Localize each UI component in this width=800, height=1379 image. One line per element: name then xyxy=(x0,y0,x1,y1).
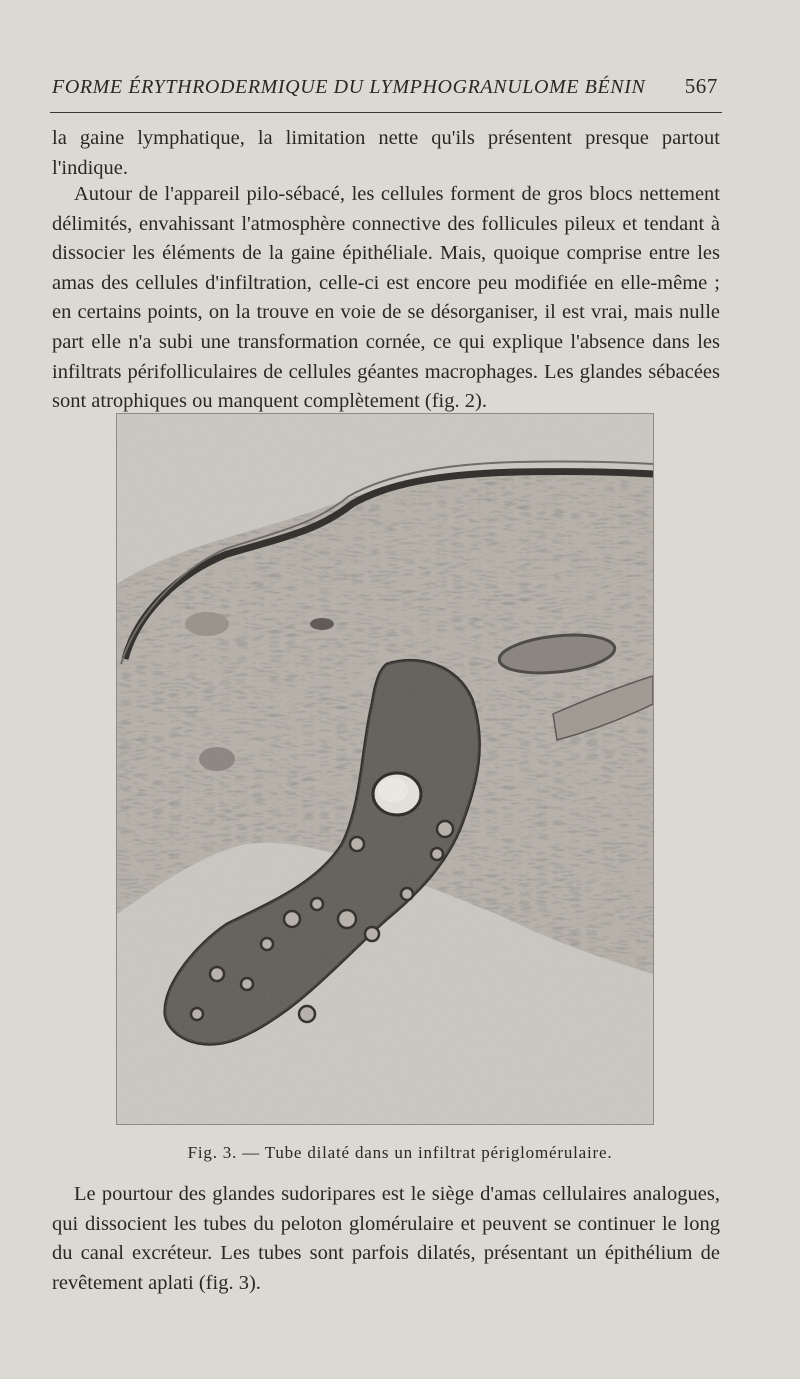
paragraph-sweat-glands: Le pourtour des glandes sudoripares est le siège d'amas cellulaires analogues, qui dissocient les tubes du peloton glomérulaire et peuvent se continuer le long du canal excréteur. Les tubes sont parfois dilatés, présentant un épithélium de revêtement aplati (fig. 3). xyxy=(52,1183,720,1294)
paragraph-continuation: la gaine lymphatique, la limitation nette qu'ils présentent presque partout l'indique. xyxy=(52,127,720,179)
running-title: FORME ÉRYTHRODERMIQUE DU LYMPHOGRANULOME BÉNIN xyxy=(52,76,646,98)
histology-micrograph xyxy=(117,414,653,1124)
histology-figure xyxy=(116,413,654,1125)
running-header xyxy=(52,74,718,106)
page-number: 567 xyxy=(684,74,718,98)
paragraph-pilo-sebaceous: Autour de l'appareil pilo-sébacé, les cellules forment de gros blocs nettement délimités, envahissant l'atmosphère connective des follicules pileux et tendant à dissocier les éléments de la gaine épithéliale. Mais, quoique comprise entre les amas des cellules d'infiltration, celle-ci est encore peu modifiée en elle-même ; en certains points, on la trouve en voie de se désorganiser, il est vrai, mais nulle part elle n'a subi une transformation cornée, ce qui explique l'absence dans les infiltrats périfolliculaires de cellules géantes macrophages. Les glandes sébacées sont atrophiques ou manquent complètement (fig. 2). xyxy=(52,183,720,413)
figure-caption: Fig. 3. — Tube dilaté dans un infiltrat périglomérulaire. xyxy=(187,1143,613,1162)
header-rule xyxy=(50,112,722,113)
